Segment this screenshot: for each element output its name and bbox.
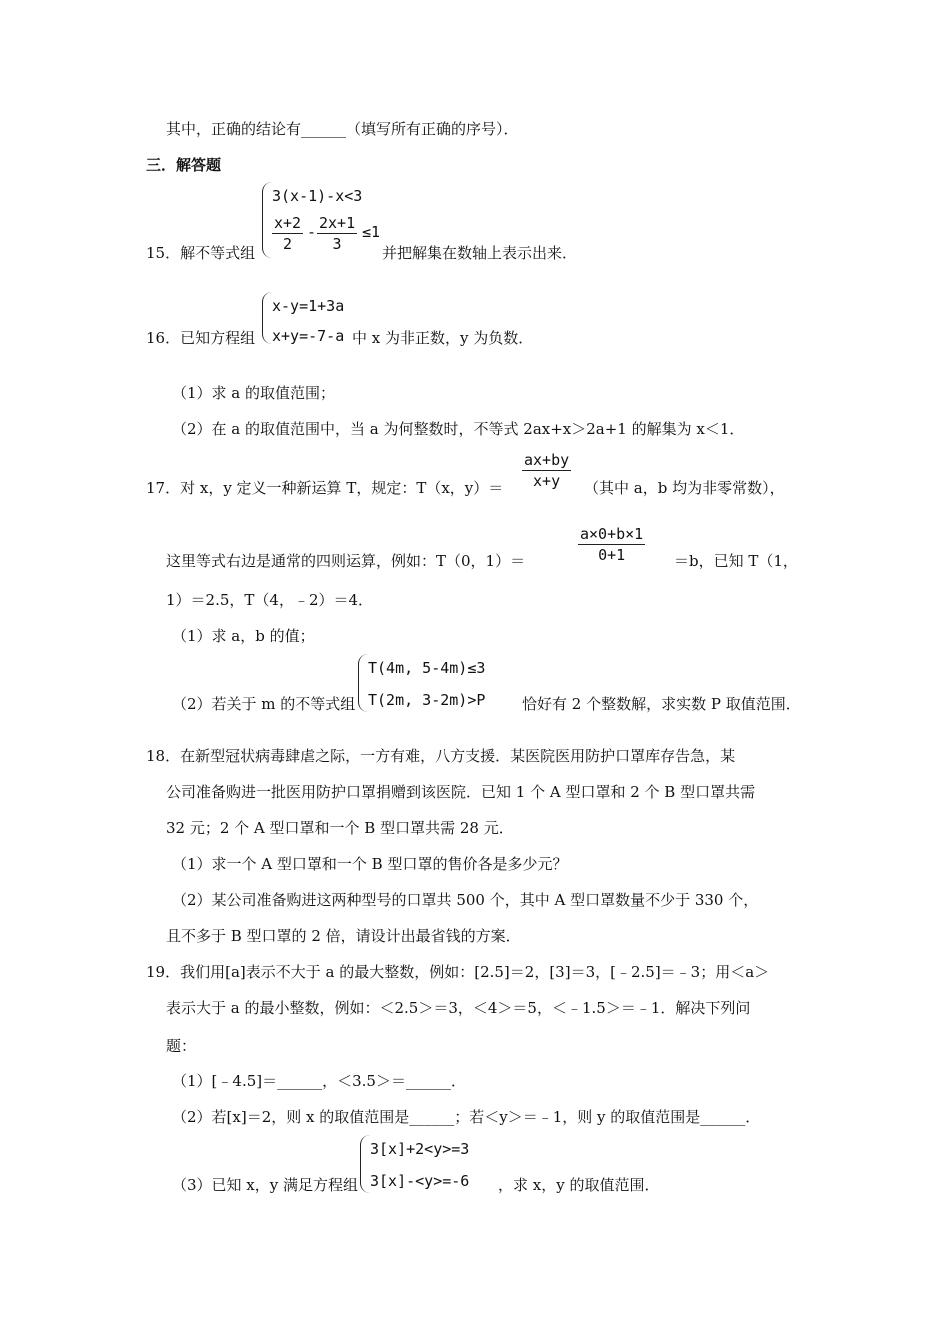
section-heading: 三．解答题 bbox=[146, 156, 222, 174]
q17-line2-prefix: 这里等式右边是通常的四则运算，例如：T（0，1）＝ bbox=[166, 552, 526, 570]
q19-part1: （1）[﹣4.5]＝______，＜3.5＞＝______． bbox=[172, 1072, 466, 1090]
q19-line2: 表示大于 a 的最小整数，例如：＜2.5＞＝3，＜4＞＝5，＜﹣1.5＞＝﹣1．解决下列问 bbox=[166, 999, 751, 1017]
brace-q16 bbox=[262, 292, 272, 344]
q15-frac2-denominator: 3 bbox=[332, 235, 342, 253]
q15-frac1-numerator: x+2 bbox=[274, 214, 302, 232]
q15-frac1-denominator: 2 bbox=[283, 235, 293, 253]
q15-fraction-1 bbox=[272, 214, 303, 253]
q17-suffix: （其中 a，b 均为非零常数）， bbox=[584, 479, 785, 497]
q19-part2: （2）若[x]＝2，则 x 的取值范围是______；若＜y＞＝﹣1，则 y 的取值范围是______． bbox=[172, 1108, 761, 1126]
brace-q17 bbox=[358, 654, 368, 712]
q18-part2-line2: 且不多于 B 型口罩的 2 倍，请设计出最省钱的方案． bbox=[166, 927, 521, 945]
q18-line2: 公司准备购进一批医用防护口罩捐赠到该医院．已知 1 个 A 型口罩和 2 个 B 型口罩共需 bbox=[166, 783, 756, 801]
q17-frac-numerator: ax+by bbox=[524, 451, 570, 469]
q19-line3: 题： bbox=[166, 1037, 197, 1055]
brace-q15 bbox=[262, 182, 272, 258]
q16-system-line1: x-y=1+3a bbox=[272, 297, 345, 315]
q17-frac2-denominator: 0+1 bbox=[598, 546, 626, 564]
q18-line1: 18．在新型冠状病毒肆虐之际，一方有难，八方支援．某医院医用防护口罩库存告急，某 bbox=[146, 747, 736, 765]
q17-example-fraction bbox=[578, 525, 645, 564]
q17-frac-denominator: x+y bbox=[533, 472, 561, 490]
q17-system-line1: T(4m, 5-4m)≤3 bbox=[368, 659, 486, 677]
q17-part2-prefix: （2）若关于 m 的不等式组 bbox=[172, 695, 356, 713]
q19-part3-prefix: （3）已知 x，y 满足方程组 bbox=[172, 1176, 359, 1194]
q17-prefix: 17．对 x，y 定义一种新运算 T，规定：T（x，y）＝ bbox=[146, 479, 504, 497]
q15-suffix: 并把解集在数轴上表示出来． bbox=[382, 244, 578, 262]
q17-part1: （1）求 a，b 的值； bbox=[172, 627, 315, 645]
q15-minus: - bbox=[307, 223, 317, 241]
q16-system-line2: x+y=-7-a bbox=[272, 327, 345, 345]
q19-line1: 19．我们用[a]表示不大于 a 的最大整数，例如：[2.5]＝2，[3]＝3，[﹣2.5]＝﹣3；用＜a＞ bbox=[146, 963, 770, 981]
q19-system-line1: 3[x]+2<y>=3 bbox=[370, 1140, 470, 1158]
q17-frac2-numerator: a×0+b×1 bbox=[580, 525, 644, 543]
q19-part3-suffix: ，求 x，y 的取值范围． bbox=[498, 1176, 660, 1194]
brace-q19 bbox=[360, 1135, 370, 1193]
q18-line3: 32 元；2 个 A 型口罩和一个 B 型口罩共需 28 元． bbox=[166, 819, 514, 837]
q15-fraction-2 bbox=[317, 214, 357, 253]
q15-prefix: 15．解不等式组 bbox=[146, 244, 256, 262]
q17-part2-suffix: 恰好有 2 个整数解，求实数 P 取值范围． bbox=[522, 695, 801, 713]
q17-fraction bbox=[522, 451, 571, 490]
q18-part1: （1）求一个 A 型口罩和一个 B 型口罩的售价各是多少元？ bbox=[172, 855, 568, 873]
text-line: 其中，正确的结论有______（填写所有正确的序号）． bbox=[166, 120, 519, 138]
q16-prefix: 16．已知方程组 bbox=[146, 329, 256, 347]
q17-system-line2: T(2m, 3-2m)>P bbox=[368, 691, 486, 709]
q15-system-line1: 3(x-1)-x<3 bbox=[272, 187, 363, 205]
q16-suffix: 中 x 为非正数，y 为负数． bbox=[352, 329, 534, 347]
q16-part2: （2）在 a 的取值范围中，当 a 为何整数时，不等式 2ax+x＞2a+1 的解集为 x＜1． bbox=[172, 420, 745, 438]
q19-system-line2: 3[x]-<y>=-6 bbox=[370, 1172, 470, 1190]
q17-line2-suffix: ＝b，已知 T（1， bbox=[674, 552, 798, 570]
q15-relation: ≤1 bbox=[362, 223, 381, 241]
q18-part2-line1: （2）某公司准备购进这两种型号的口罩共 500 个，其中 A 型口罩数量不少于 330 个， bbox=[172, 891, 759, 909]
q16-part1: （1）求 a 的取值范围； bbox=[172, 384, 336, 402]
q15-frac2-numerator: 2x+1 bbox=[319, 214, 356, 232]
q17-line3: 1）＝2.5，T（4，﹣2）＝4． bbox=[166, 591, 374, 609]
